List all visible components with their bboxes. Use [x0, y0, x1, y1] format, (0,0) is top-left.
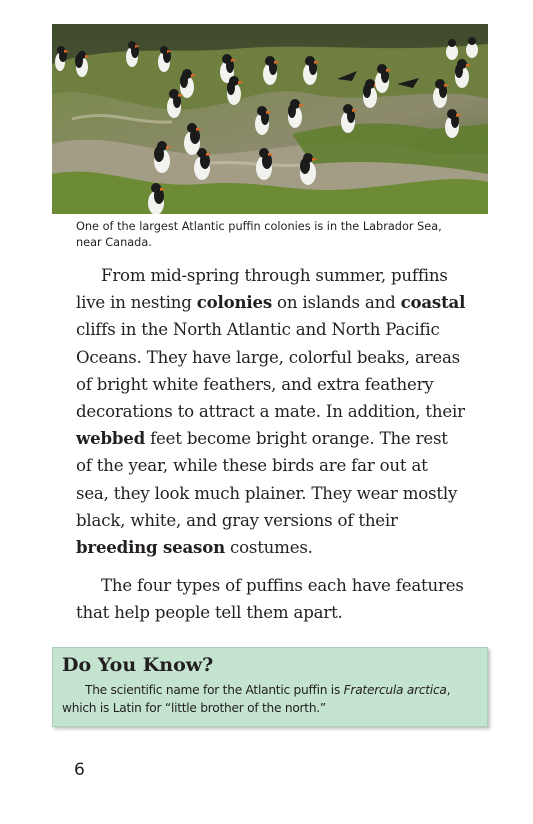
text-run: on islands and	[271, 293, 401, 313]
paragraph-nesting	[76, 262, 496, 561]
callout-fact	[62, 681, 482, 717]
caption-line: near Canada.	[76, 236, 152, 249]
text-line: The four types of puffins each have features	[101, 576, 464, 596]
caption-line: One of the largest Atlantic puffin colonies is in the Labrador Sea,	[76, 220, 442, 233]
text-run: ,	[446, 683, 451, 697]
text-run: live in nesting	[76, 293, 197, 313]
text-run: The scientific name for the Atlantic puffin is	[85, 683, 344, 697]
text-run: feet become bright orange. The rest	[145, 429, 448, 449]
body-text	[76, 262, 496, 627]
text-line	[76, 289, 496, 316]
paragraph-four-types	[76, 572, 496, 626]
vocab-term-breeding-season: breeding season	[76, 537, 225, 558]
vocab-term-webbed: webbed	[76, 428, 146, 449]
vocab-term-colonies: colonies	[196, 292, 272, 313]
puffin-colony-illustration	[52, 24, 488, 214]
scientific-name: Fratercula arctica	[343, 683, 447, 697]
text-line: Oceans. They have large, colorful beaks, areas	[76, 347, 460, 367]
text-line	[76, 534, 496, 561]
text-line: sea, they look much plainer. They wear mostly	[76, 483, 458, 503]
do-you-know-callout	[52, 647, 488, 727]
text-line: black, white, and gray versions of their	[76, 510, 398, 530]
text-line: that help people tell them apart.	[76, 603, 343, 623]
vocab-term-coastal: coastal	[400, 292, 466, 313]
text-line: From mid-spring through summer, puffins	[101, 266, 448, 285]
fact-line: which is Latin for “little brother of the north.”	[62, 701, 326, 715]
text-line	[76, 425, 496, 452]
puffin-colony-photo	[52, 24, 488, 214]
text-line: of the year, while these birds are far out at	[76, 456, 428, 476]
photo-caption	[76, 219, 476, 251]
text-run: costumes.	[224, 538, 313, 558]
callout-title: Do You Know?	[62, 654, 214, 676]
text-line: decorations to attract a mate. In addition, their	[76, 402, 465, 422]
text-line: of bright white feathers, and extra feathery	[76, 374, 434, 394]
fact-line	[62, 681, 482, 699]
page-number: 6	[74, 760, 85, 780]
text-line: cliffs in the North Atlantic and North Pacific	[76, 320, 440, 340]
